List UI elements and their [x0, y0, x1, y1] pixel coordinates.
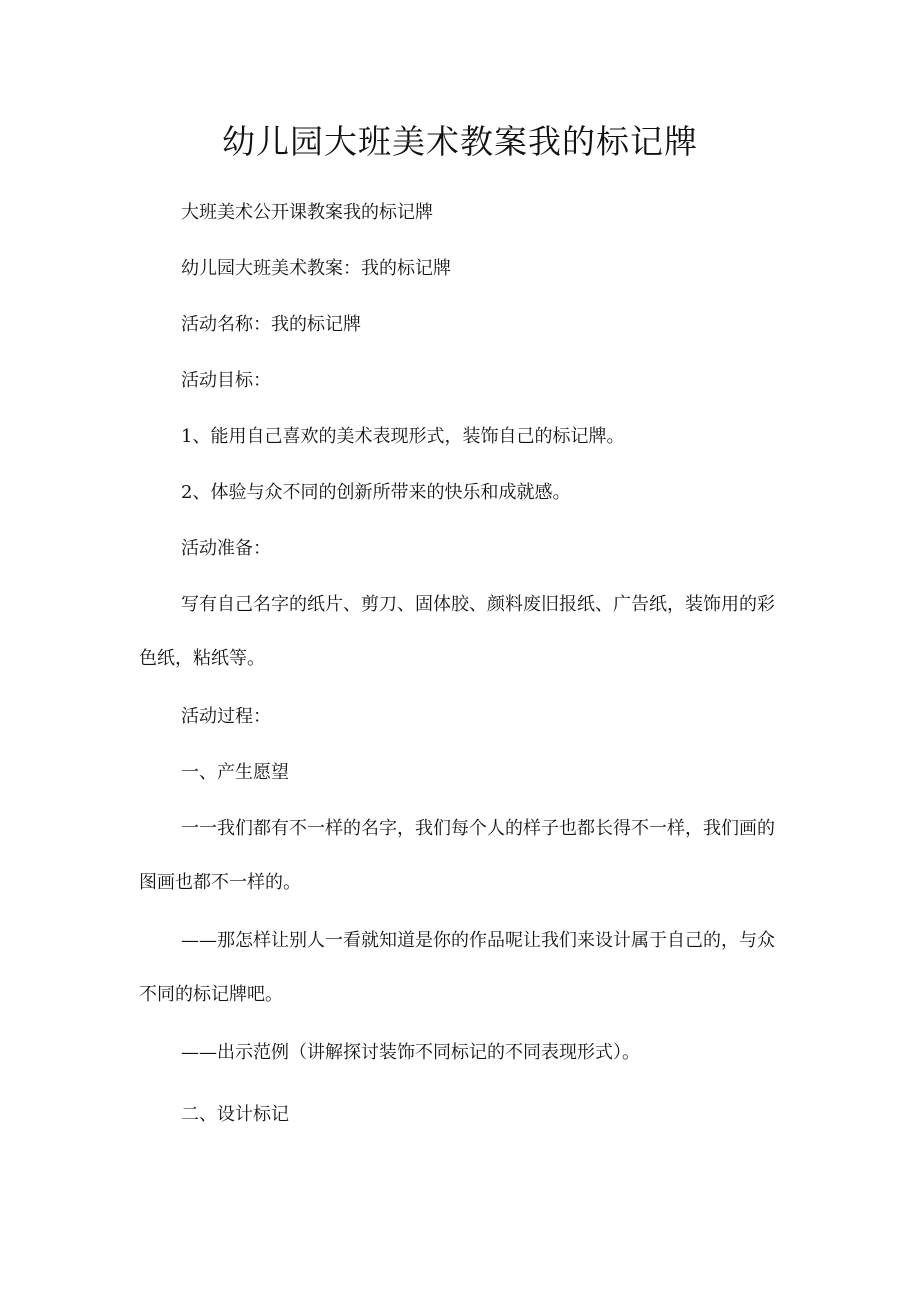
- paragraph-process-heading: 活动过程：: [181, 706, 271, 727]
- paragraph-goals-heading: 活动目标：: [181, 370, 271, 391]
- paragraph-section-1-text-2: ——那怎样让别人一看就知道是你的作品呢让我们来设计属于自己的，与众不同的标记牌吧。: [139, 930, 775, 1005]
- paragraph-activity-name: 活动名称：我的标记牌: [181, 314, 361, 335]
- paragraph-section-1-text-3: ——出示范例（讲解探讨装饰不同标记的不同表现形式）。: [181, 1042, 640, 1063]
- document-title: 幼儿园大班美术教案我的标记牌: [222, 122, 698, 161]
- paragraph-section-2-heading: 二、设计标记: [181, 1104, 289, 1125]
- paragraph-subtitle-2: 幼儿园大班美术教案：我的标记牌: [181, 258, 451, 279]
- paragraph-subtitle-1: 大班美术公开课教案我的标记牌: [181, 202, 433, 223]
- paragraph-preparation-heading: 活动准备：: [181, 538, 271, 559]
- paragraph-section-1-heading: 一、产生愿望: [181, 762, 289, 783]
- paragraph-section-1-text-1: 一一我们都有不一样的名字，我们每个人的样子也都长得不一样，我们画的图画也都不一样的。: [139, 818, 775, 893]
- paragraph-goal-1: 1、能用自己喜欢的美术表现形式，装饰自己的标记牌。: [181, 426, 625, 447]
- paragraph-goal-2: 2、体验与众不同的创新所带来的快乐和成就感。: [181, 482, 571, 503]
- paragraph-preparation-materials: 写有自己名字的纸片、剪刀、固体胶、颜料废旧报纸、广告纸，装饰用的彩色纸，粘纸等。: [139, 594, 775, 669]
